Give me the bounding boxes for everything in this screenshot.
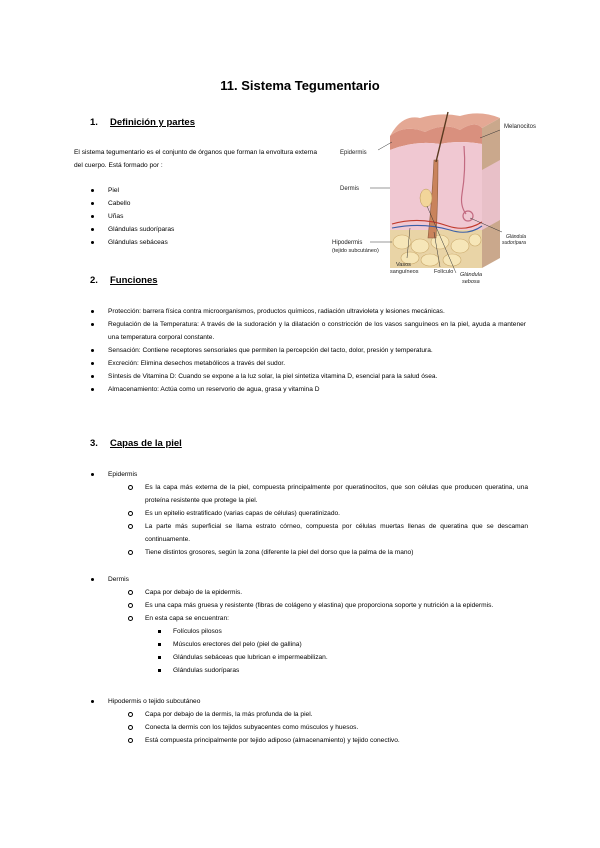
list-item: Es la capa más externa de la piel, compuesta principalmente por queratinocitos, que son células que producen queratina, una proteína resistente que protege la piel. bbox=[145, 481, 528, 507]
list-item: Está compuesta principalmente por tejido adiposo (almacenamiento) y tejido conectivo. bbox=[145, 734, 528, 747]
list-item: Glándulas sudoríparas bbox=[173, 664, 528, 677]
hipodermis-sublist bbox=[145, 708, 528, 747]
label-dermis: Dermis bbox=[340, 186, 359, 192]
bullet bbox=[91, 228, 94, 231]
list-item: Síntesis de Vitamina D: Cuando se expone a la luz solar, la piel sintetiza vitamina D, esencial para la salud ósea. bbox=[108, 370, 526, 383]
section-3-number: 3. bbox=[90, 438, 98, 449]
list-item: Regulación de la Temperatura: A través de la sudoración y la dilatación o constricción de los vasos sanguíneos en la piel, ayuda a mantener una temperatura corporal constante. bbox=[108, 318, 526, 344]
diagram-side-dermis bbox=[482, 160, 500, 230]
label-melanocitos: Melanocitos bbox=[504, 124, 537, 130]
bullet bbox=[128, 524, 133, 529]
label-vasos-1: Vasos bbox=[396, 262, 411, 268]
section-3-title: Capas de la piel bbox=[110, 438, 182, 449]
layer-dermis bbox=[108, 573, 528, 677]
layer-heading: Dermis bbox=[108, 573, 528, 586]
bullet bbox=[91, 473, 94, 476]
parts-list bbox=[108, 184, 308, 249]
list-item: Glándulas sebáceas que lubrican e impermeabilizan. bbox=[173, 651, 528, 664]
list-item: Glándulas sebáceas bbox=[108, 236, 308, 249]
bullet bbox=[91, 388, 94, 391]
dermis-sub-sublist bbox=[173, 625, 528, 677]
list-item: Sensación: Contiene receptores sensoriales que permiten la percepción del tacto, dolor, presión y temperatura. bbox=[108, 344, 526, 357]
bullet bbox=[91, 189, 94, 192]
bullet bbox=[91, 323, 94, 326]
list-item: Piel bbox=[108, 184, 308, 197]
list-item: Uñas bbox=[108, 210, 308, 223]
bullet bbox=[128, 725, 133, 730]
bullet bbox=[91, 241, 94, 244]
bullet bbox=[128, 616, 133, 621]
bullet bbox=[158, 656, 161, 659]
list-item: Capa por debajo de la dermis, la más profunda de la piel. bbox=[145, 708, 528, 721]
bullet bbox=[158, 669, 161, 672]
label-vasos-2: sanguíneos bbox=[390, 269, 419, 275]
bullet bbox=[128, 738, 133, 743]
bullet bbox=[91, 362, 94, 365]
bullet bbox=[91, 578, 94, 581]
list-item: Músculos erectores del pelo (piel de gallina) bbox=[173, 638, 528, 651]
layer-heading: Epidermis bbox=[108, 468, 528, 481]
list-item: Tiene distintos grosores, según la zona (diferente la piel del dorso que la palma de la mano) bbox=[145, 546, 528, 559]
layer-epidermis bbox=[108, 468, 528, 559]
bullet bbox=[128, 511, 133, 516]
label-foliculo: Folículo bbox=[434, 269, 454, 275]
layer-heading: Hipodermis o tejido subcutáneo bbox=[108, 695, 528, 708]
bullet bbox=[91, 202, 94, 205]
list-item: Es un epitelio estratificado (varias capas de células) queratinizado. bbox=[145, 507, 528, 520]
bullet bbox=[128, 590, 133, 595]
section-2-heading bbox=[90, 275, 158, 286]
list-item: En esta capa se encuentran: bbox=[145, 612, 528, 625]
bullet bbox=[91, 375, 94, 378]
layer-hipodermis bbox=[108, 695, 528, 747]
section-2-title: Funciones bbox=[110, 275, 158, 286]
bullet bbox=[128, 550, 133, 555]
bullet bbox=[91, 215, 94, 218]
bullet bbox=[91, 349, 94, 352]
list-item: Conecta la dermis con los tejidos subyacentes como músculos y huesos. bbox=[145, 721, 528, 734]
label-hipodermis: Hipodermis bbox=[332, 240, 363, 246]
list-item: Glándulas sudoríparas bbox=[108, 223, 308, 236]
bullet bbox=[158, 643, 161, 646]
list-item: Almacenamiento: Actúa como un reservorio de agua, grasa y vitamina D bbox=[108, 383, 526, 396]
section-1-title: Definición y partes bbox=[110, 117, 195, 128]
list-item: Protección: barrera física contra microorganismos, productos químicos, radiación ultravioleta y lesiones mecánicas. bbox=[108, 305, 526, 318]
bullet bbox=[128, 485, 133, 490]
functions-list bbox=[108, 305, 526, 396]
bullet bbox=[91, 310, 94, 313]
label-glandula-sudoripara-1: Glándula bbox=[506, 234, 527, 240]
label-glandula-sebosa-2: sebosa bbox=[462, 279, 480, 285]
epidermis-sublist bbox=[145, 481, 528, 559]
label-epidermis: Epidermis bbox=[340, 150, 367, 156]
list-item: Folículos pilosos bbox=[173, 625, 528, 638]
page-title: 11. Sistema Tegumentario bbox=[220, 78, 380, 93]
bullet bbox=[91, 700, 94, 703]
skin-diagram bbox=[330, 110, 537, 285]
list-item: Capa por debajo de la epidermis. bbox=[145, 586, 528, 599]
list-item: Excreción: Elimina desechos metabólicos a través del sudor. bbox=[108, 357, 526, 370]
list-item: Es una capa más gruesa y resistente (fibras de colágeno y elastina) que proporciona soporte y nutrición a la epidermis. bbox=[145, 599, 528, 612]
dermis-sublist bbox=[145, 586, 528, 677]
diagram-sebaceous-gland bbox=[420, 189, 432, 207]
section-1-paragraph: El sistema tegumentario es el conjunto de órganos que forman la envoltura externa del cuerpo. Está formado por : bbox=[74, 149, 318, 169]
label-glandula-sudoripara-2: sudorípara bbox=[502, 240, 526, 246]
label-tejido: (tejido subcutáneo) bbox=[332, 248, 379, 254]
section-3-heading bbox=[90, 438, 182, 449]
section-1-heading bbox=[90, 117, 195, 128]
bullet bbox=[158, 630, 161, 633]
section-1-number: 1. bbox=[90, 117, 98, 128]
label-glandula-sebosa-1: Glándula bbox=[460, 272, 483, 278]
bullet bbox=[128, 712, 133, 717]
list-item: Cabello bbox=[108, 197, 308, 210]
section-2-number: 2. bbox=[90, 275, 98, 286]
list-item: La parte más superficial se llama estrato córneo, compuesta por células muertas llenas de queratina que se descaman continuamente. bbox=[145, 520, 528, 546]
bullet bbox=[128, 603, 133, 608]
